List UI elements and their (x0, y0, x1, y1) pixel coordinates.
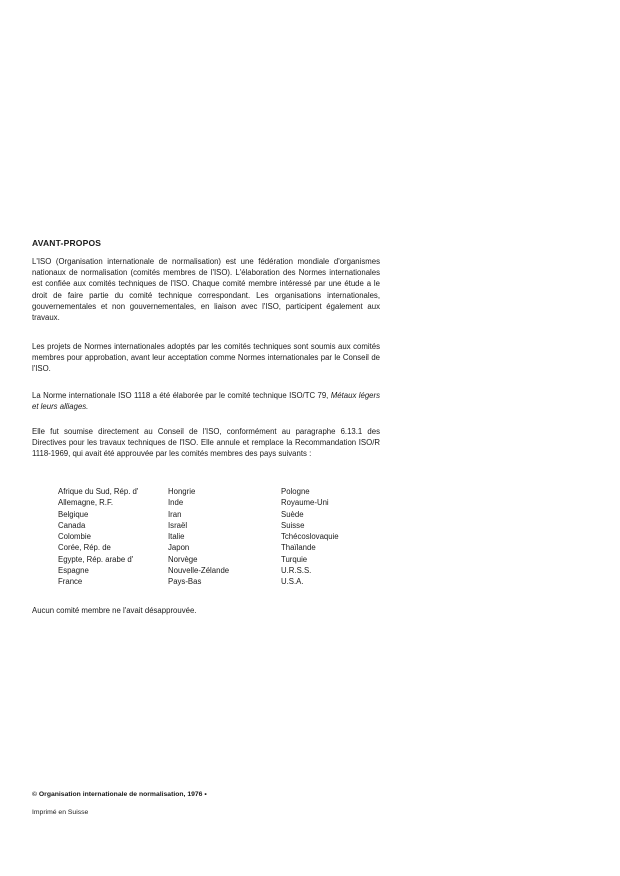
copyright-notice: © Organisation internationale de normalisation, 1976 • (32, 791, 207, 798)
paragraph-draft-standards: Les projets de Normes internationales adoptés par les comités techniques sont soumis aux comités membres pour approbation, avant leur acceptation comme Normes internationales par le Conseil de l'ISO. (32, 342, 380, 374)
country-item: Inde (168, 498, 184, 508)
section-heading: AVANT-PROPOS (32, 238, 102, 248)
paragraph-standard-origin (32, 390, 380, 412)
country-item: U.S.A. (281, 577, 304, 587)
country-item: Corée, Rép. de (58, 543, 111, 553)
country-column-2 (168, 486, 229, 588)
country-item: Pays-Bas (168, 577, 202, 587)
country-item: Turquie (281, 554, 308, 564)
country-item: Belgique (58, 509, 89, 519)
printed-in-notice: Imprimé en Suisse (32, 809, 89, 816)
country-item: France (58, 577, 83, 587)
country-item: U.R.S.S. (281, 566, 312, 576)
country-item: Canada (58, 520, 86, 530)
country-column-1 (58, 486, 138, 588)
country-item: Japon (168, 543, 190, 553)
country-item: Egypte, Rép. arabe d' (58, 554, 134, 564)
country-item: Suisse (281, 520, 305, 530)
country-item: Allemagne, R.F. (58, 498, 114, 508)
country-item: Royaume-Uni (281, 498, 329, 508)
country-item: Espagne (58, 566, 89, 576)
committee-title: Métaux légers et leurs alliages. (32, 391, 380, 412)
country-item: Suède (281, 509, 304, 519)
country-item: Hongrie (168, 487, 196, 496)
closing-statement: Aucun comité membre ne l'avait désapprouvée. (32, 606, 197, 615)
paragraph-approval: Elle fut soumise directement au Conseil de l'ISO, conformément au paragraphe 6.13.1 des Directives pour les travaux techniques de l'ISO. Elle annule et remplace la Recommandation ISO/R 1118-1969, qui avait été approuvée par les comités membres des pays suivants : (32, 427, 380, 459)
country-item: Israël (168, 520, 188, 530)
country-item: Afrique du Sud, Rép. d' (58, 487, 139, 496)
country-item: Pologne (281, 487, 310, 496)
country-item: Italie (168, 532, 185, 542)
paragraph-iso-intro: L'ISO (Organisation internationale de normalisation) est une fédération mondiale d'organismes nationaux de normalisation (comités membres de l'ISO). L'élaboration des Normes internationales est confiée aux comités techniques de l'ISO. Chaque comité membre intéressé par une étude a le droit de faire partie du comité technique correspondant. Les organisations internationales, gouvernementales et non gouvernementales, en liaison avec l'ISO, participent également aux travaux. (32, 257, 380, 323)
country-item: Colombie (58, 532, 91, 542)
country-item: Norvège (168, 554, 198, 564)
country-column-3 (281, 486, 339, 588)
country-item: Thaïlande (281, 543, 316, 553)
standard-origin-text: La Norme internationale ISO 1118 a été élaborée par le comité technique ISO/TC 79, (32, 391, 331, 400)
country-item: Nouvelle-Zélande (168, 566, 230, 576)
country-item: Tchécoslovaquie (281, 532, 339, 542)
country-item: Iran (168, 509, 182, 519)
